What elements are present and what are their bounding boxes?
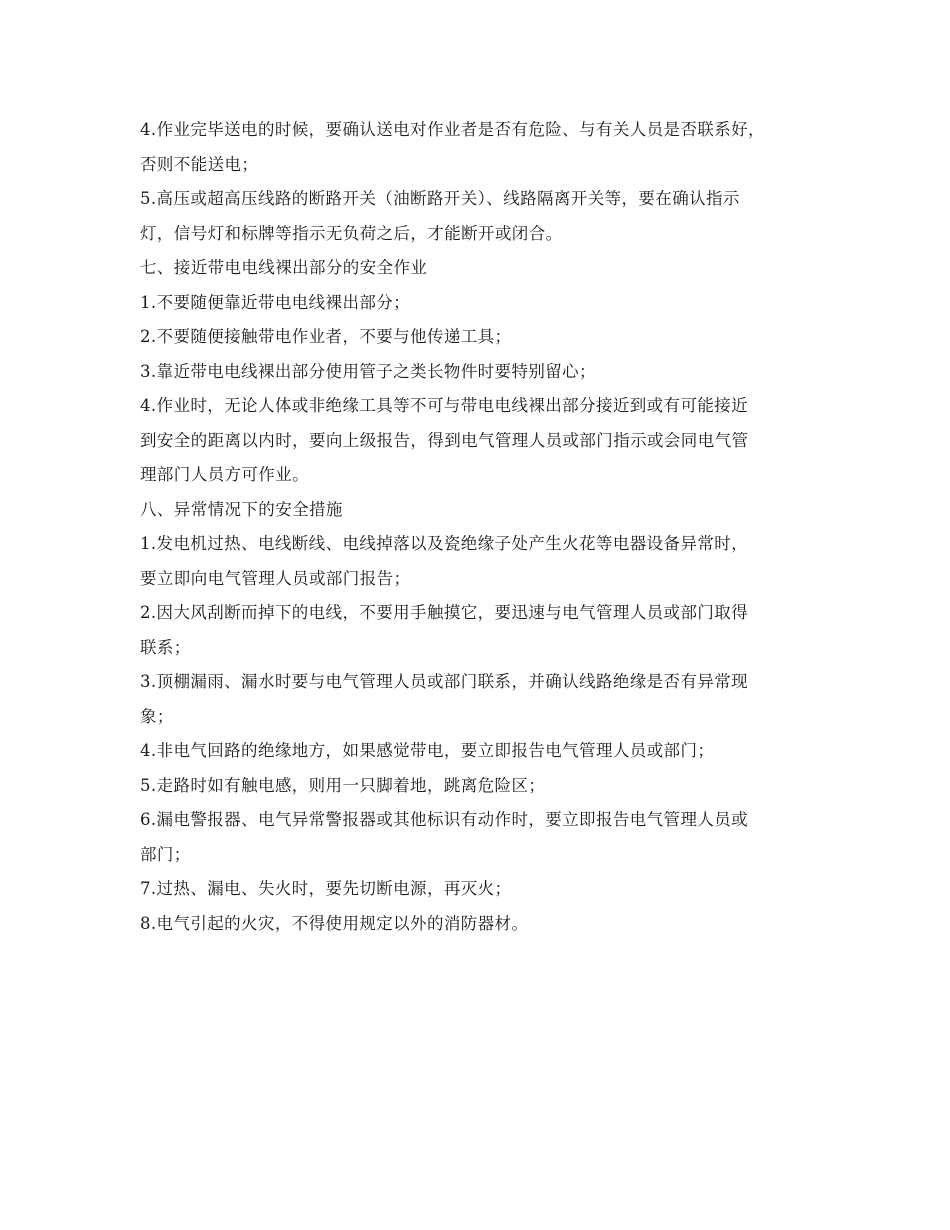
paragraph-line: 3.靠近带电电线裸出部分使用管子之类长物件时要特别留心； (140, 361, 596, 381)
paragraph-line: 5.走路时如有触电感，则用一只脚着地，跳离危险区； (140, 775, 546, 795)
paragraph-line: 否则不能送电； (140, 154, 259, 174)
paragraph-line: 7.过热、漏电、失火时，要先切断电源，再灭火； (140, 879, 512, 898)
paragraph-line: 4.作业时，无论人体或非绝缘工具等不可与带电电线裸出部分接近到或有可能接近 (140, 396, 749, 415)
paragraph-line: 4.非电气回路的绝缘地方，如果感觉带电，要立即报告电气管理人员或部门； (140, 741, 715, 760)
paragraph-line: 1.发电机过热、电线断线、电线掉落以及瓷绝缘子处产生火花等电器设备异常时， (140, 534, 749, 553)
paragraph-line: 8.电气引起的火灾，不得使用规定以外的消防器材。 (140, 913, 529, 933)
paragraph-line: 3.顶棚漏雨、漏水时要与电气管理人员或部门联系，并确认线路绝缘是否有异常现 (140, 672, 749, 691)
paragraph-line: 象； (140, 706, 174, 726)
paragraph-line: 1.不要随便靠近带电电线裸出部分； (140, 292, 411, 312)
paragraph-line: 6.漏电警报器、电气异常警报器或其他标识有动作时，要立即报告电气管理人员或 (140, 810, 749, 829)
paragraph-line: 4.作业完毕送电的时候，要确认送电对作业者是否有危险、与有关人员是否联系好， (140, 120, 765, 139)
paragraph-line: 灯，信号灯和标牌等指示无负荷之后，才能断开或闭合。 (140, 223, 563, 243)
paragraph-line: 要立即向电气管理人员或部门报告； (140, 568, 411, 588)
section-heading: 七、接近带电电线裸出部分的安全作业 (140, 258, 428, 277)
section-heading: 八、异常情况下的安全措施 (140, 499, 343, 519)
paragraph-line: 联系； (140, 637, 191, 657)
paragraph-line: 5.高压或超高压线路的断路开关（油断路开关）、线路隔离开关等，要在确认指示 (140, 189, 740, 208)
paragraph-line: 部门； (140, 844, 191, 864)
document-body (140, 113, 830, 941)
paragraph-line: 理部门人员方可作业。 (140, 465, 309, 484)
paragraph-line: 2.因大风刮断而掉下的电线，不要用手触摸它，要迅速与电气管理人员或部门取得 (140, 603, 749, 622)
paragraph-line: 到安全的距离以内时，要向上级报告，得到电气管理人员或部门指示或会同电气管 (140, 430, 749, 450)
paragraph-line: 2.不要随便接触带电作业者，不要与他传递工具； (140, 327, 512, 346)
